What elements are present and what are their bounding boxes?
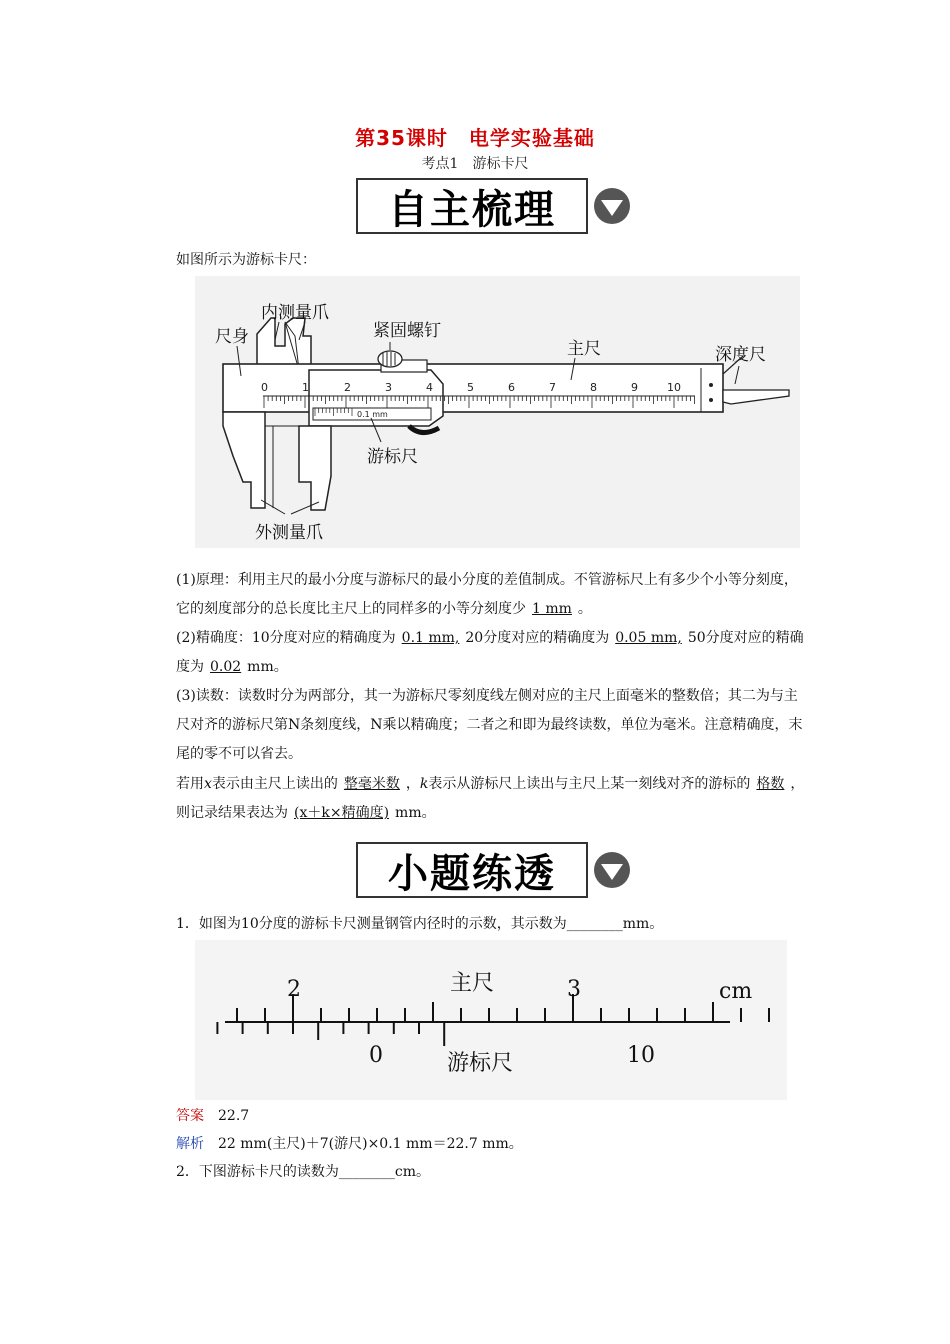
precision-text-4: mm。: [247, 659, 288, 675]
solution-label: 解析: [176, 1136, 204, 1152]
label-main-scale: 主尺: [567, 339, 601, 359]
precision-text-2: 20分度对应的精确度为: [465, 630, 610, 646]
principle-tail: 。: [577, 601, 592, 617]
precision-blank-3: 0.02: [210, 659, 242, 675]
main-scale-number: 8: [590, 381, 597, 394]
solution-text: 22 mm(主尺)＋7(游尺)×0.1 mm＝22.7 mm。: [218, 1136, 523, 1152]
practice-banner-text: 小题练透: [388, 850, 556, 897]
formula-blank-1: 整毫米数: [343, 776, 400, 792]
main-label-3: 3: [567, 977, 581, 1002]
label-depth: 深度尺: [715, 345, 766, 365]
main-scale-number: 1: [302, 381, 309, 394]
answer-label: 答案: [176, 1108, 204, 1124]
principle-blank: 1 mm: [532, 601, 572, 617]
main-scale-number: 9: [631, 381, 638, 394]
formula-text-5: ，则记录结果表达为: [176, 776, 805, 821]
review-banner: [356, 178, 588, 234]
main-scale-number: 4: [426, 381, 433, 394]
main-scale-number: 6: [508, 381, 515, 394]
precision-text-1: (2)精确度：10分度对应的精确度为: [176, 630, 396, 646]
formula-var-x: x: [204, 776, 212, 792]
main-scale-number: 3: [385, 381, 392, 394]
page-title: 第35课时 电学实验基础: [355, 126, 595, 150]
main-label-2: 2: [287, 977, 301, 1002]
review-banner-text: 自主梳理: [388, 186, 556, 233]
label-vernier: 游标尺: [367, 447, 418, 467]
triangle-down-icon: [593, 187, 631, 225]
main-scale-number: 0: [261, 381, 268, 394]
vernier-scale-label: 游标尺: [447, 1051, 514, 1076]
precision-blank-2: 0.05 mm,: [615, 630, 682, 646]
label-inner-jaw: 内测量爪: [261, 303, 329, 323]
precision-text-3: 50分度对应的精确度为: [176, 630, 804, 675]
principle-text: (1)原理：利用主尺的最小分度与游标尺的最小分度的差值制成。不管游标尺上有多少个小等分刻度，它的刻度部分的总长度比主尺上的同样多的小等分刻度少: [176, 572, 798, 617]
question-1-text: 1．如图为10分度的游标卡尺测量钢管内径时的示数，其示数为________mm。: [176, 916, 664, 932]
main-scale-number: 2: [344, 381, 351, 394]
formula-text-2: 表示由主尺上读出的: [211, 776, 338, 792]
question-2-text: 2．下图游标卡尺的读数为________cm。: [176, 1164, 431, 1180]
label-screw: 紧固螺钉: [373, 321, 441, 341]
question-1-figure: [195, 940, 787, 1100]
formula-text-4: 表示从游标尺上读出与主尺上某一刻线对齐的游标的: [428, 776, 751, 792]
formula-text-6: mm。: [395, 805, 436, 821]
main-scale-number: 10: [667, 381, 681, 394]
answer-value: 22.7: [218, 1108, 250, 1124]
precision-paragraph: [176, 624, 806, 682]
main-scale-number: 7: [549, 381, 556, 394]
formula-var-k: k: [419, 776, 429, 792]
main-scale-number: 5: [467, 381, 474, 394]
main-scale-label: 主尺: [450, 971, 495, 996]
vernier-label-10: 10: [627, 1043, 655, 1068]
section-subtitle: 考点1 游标卡尺: [421, 156, 529, 172]
practice-banner: [356, 842, 588, 898]
label-outer-jaw: 外测量爪: [255, 523, 323, 543]
formula-paragraph: [176, 770, 806, 828]
formula-blank-2: 格数: [756, 776, 785, 792]
unit-cm-label: cm: [719, 979, 753, 1004]
intro-text: 如图所示为游标卡尺：: [176, 252, 316, 268]
principle-paragraph: [176, 566, 806, 624]
precision-blank-1: 0.1 mm,: [401, 630, 460, 646]
triangle-down-icon: [593, 851, 631, 889]
unit-mark-label: 0.1 mm: [357, 410, 388, 419]
vernier-label-0: 0: [369, 1043, 383, 1068]
reading-paragraph: (3)读数：读数时分为两部分，其一为游标尺零刻度线左侧对应的主尺上面毫米的整数倍；其二为与主尺对齐的游标尺第N条刻度线，N乘以精确度；二者之和即为最终读数，单位为毫米。注意精确度，末尾的零不可以省去。: [176, 688, 803, 762]
formula-text-3: ，: [405, 776, 420, 792]
solution-line: [176, 1130, 806, 1159]
formula-blank-3: (x＋k×精确度): [294, 805, 390, 821]
vernier-caliper-figure: [195, 276, 800, 548]
answer-line: [176, 1102, 806, 1131]
label-body: 尺身: [215, 327, 249, 347]
formula-text-1: 若用: [176, 776, 204, 792]
